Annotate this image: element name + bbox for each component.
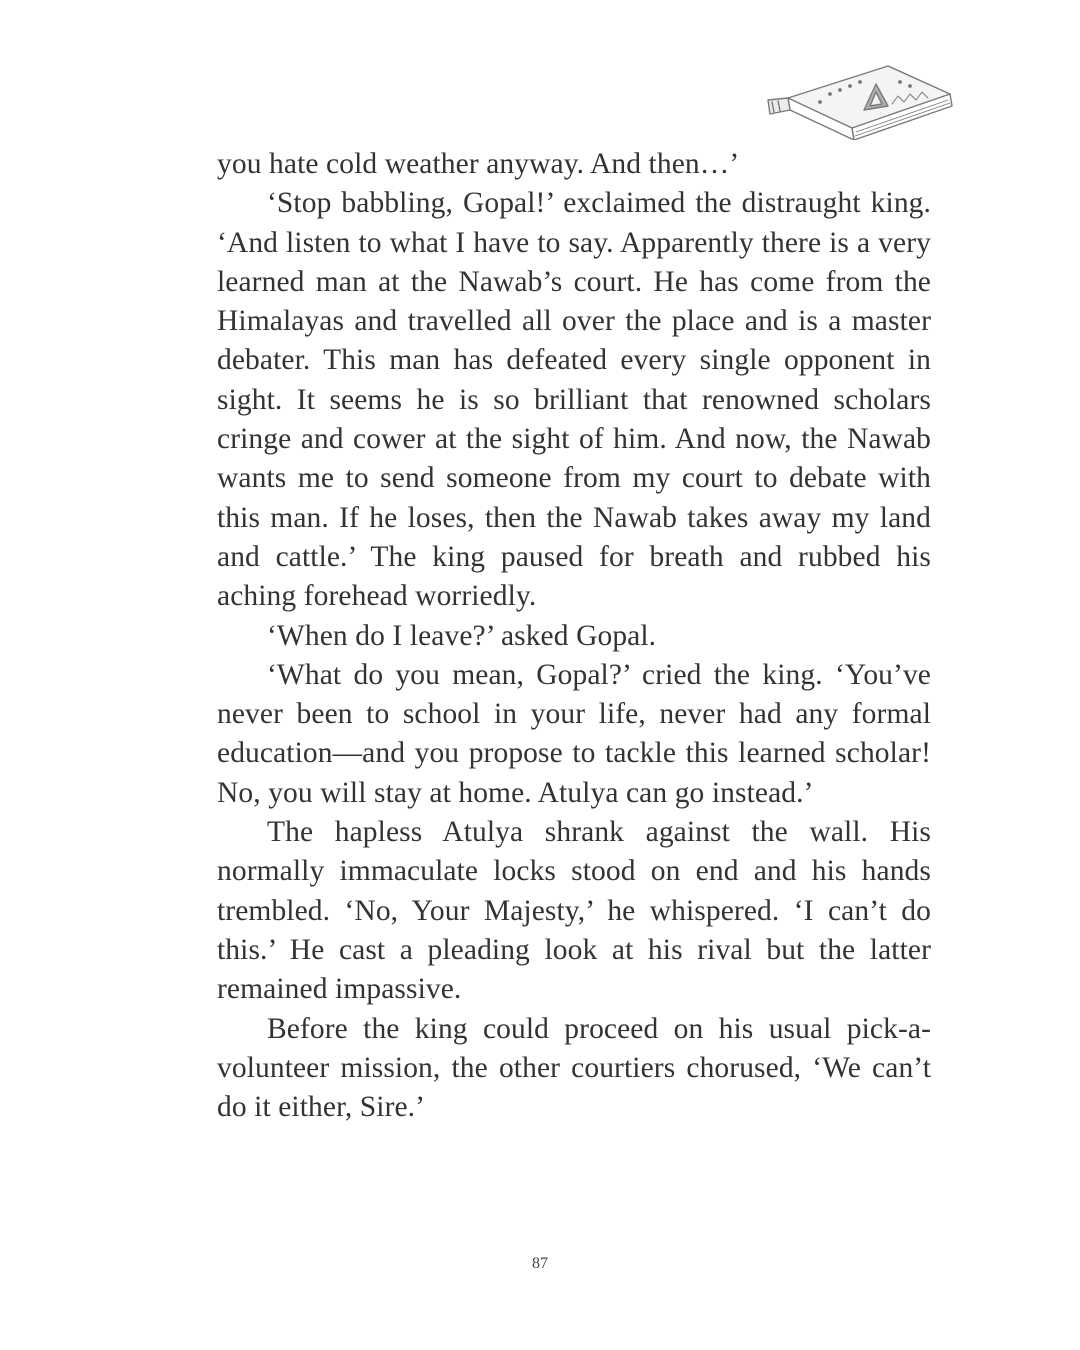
paragraph: ‘What do you mean, Gopal?’ cried the king. ‘You’ve never been to school in your life, never had any formal education—and you propose to tackle this learned scholar! No, you will stay at home. Atulya can go instead.’: [217, 658, 931, 809]
paragraph: ‘Stop babbling, Gopal!’ exclaimed the distraught king. ‘And listen to what I have to say. Apparently there is a very learned man at the Nawab’s court. He has come from the Himalayas and travelled all over the place and is a master debater. This man has defeated every single opponent in sight. It seems he is so brilliant that renowned scholars cringe and cower at the sight of him. And now, the Nawab wants me to send someone from my court to debate with this man. If he loses, then the Nawab takes away my land and cattle.’ The king paused for breath and rubbed his aching forehead worriedly.: [217, 187, 931, 613]
paragraph: Before the king could proceed on his usual pick-a-volunteer mission, the other courtiers chorused, ‘We can’t do it either, Sire.’: [217, 1012, 931, 1124]
page-number: 87: [532, 1255, 548, 1272]
paragraph: The hapless Atulya shrank against the wall. His normally immaculate locks stood on end and his hands trembled. ‘No, Your Majesty,’ he whispered. ‘I can’t do this.’ He cast a pleading look at his rival but the latter remained impassive.: [217, 816, 931, 1006]
body-text: [217, 145, 931, 1127]
paragraph: you hate cold weather anyway. And then…’: [217, 148, 740, 180]
paragraph: ‘When do I leave?’ asked Gopal.: [267, 619, 657, 652]
book-icon: [760, 58, 954, 140]
